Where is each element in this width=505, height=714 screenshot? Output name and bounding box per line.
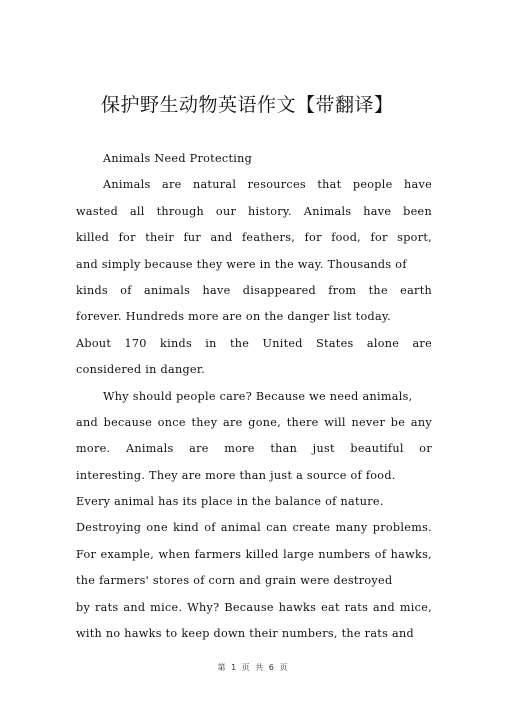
document-title: 保护野生动物英语作文【带翻译】 — [101, 94, 394, 116]
page-footer: 第 1 页 共 6 页 — [217, 663, 288, 672]
body-line: with no hawks to keep down their numbers, the rats and — [76, 627, 414, 641]
document-body — [76, 146, 432, 647]
body-line: interesting. They are more than just a source of food. — [76, 468, 396, 482]
body-line: and simply because they were in the way. Thousands of — [76, 257, 407, 271]
body-line: Animals are natural resources that people have — [103, 178, 432, 192]
body-line: by rats and mice. Why? Because hawks eat rats and mice, — [76, 600, 432, 614]
body-line: forever. Hundreds more are on the danger list today. — [76, 310, 391, 324]
essay-heading: Animals Need Protecting — [103, 152, 253, 165]
body-line: considered in danger. — [76, 363, 206, 377]
body-line: and because once they are gone, there will never be any — [76, 415, 432, 429]
body-line: killed for their fur and feathers, for food, for sport, — [76, 231, 432, 245]
body-line: wasted all through our history. Animals have been — [76, 204, 432, 218]
body-line: For example, when farmers killed large numbers of hawks, — [76, 547, 432, 561]
body-line: Why should people care? Because we need animals, — [103, 389, 413, 403]
body-line: kinds of animals have disappeared from the earth — [76, 283, 432, 297]
body-line: more. Animals are more than just beautiful or — [76, 442, 432, 456]
body-line: Every animal has its place in the balance of nature. — [76, 495, 384, 509]
body-line: the farmers' stores of corn and grain were destroyed — [76, 574, 393, 588]
body-line: About 170 kinds in the United States alone are — [76, 336, 432, 350]
body-line: Destroying one kind of animal can create many problems. — [76, 521, 432, 535]
